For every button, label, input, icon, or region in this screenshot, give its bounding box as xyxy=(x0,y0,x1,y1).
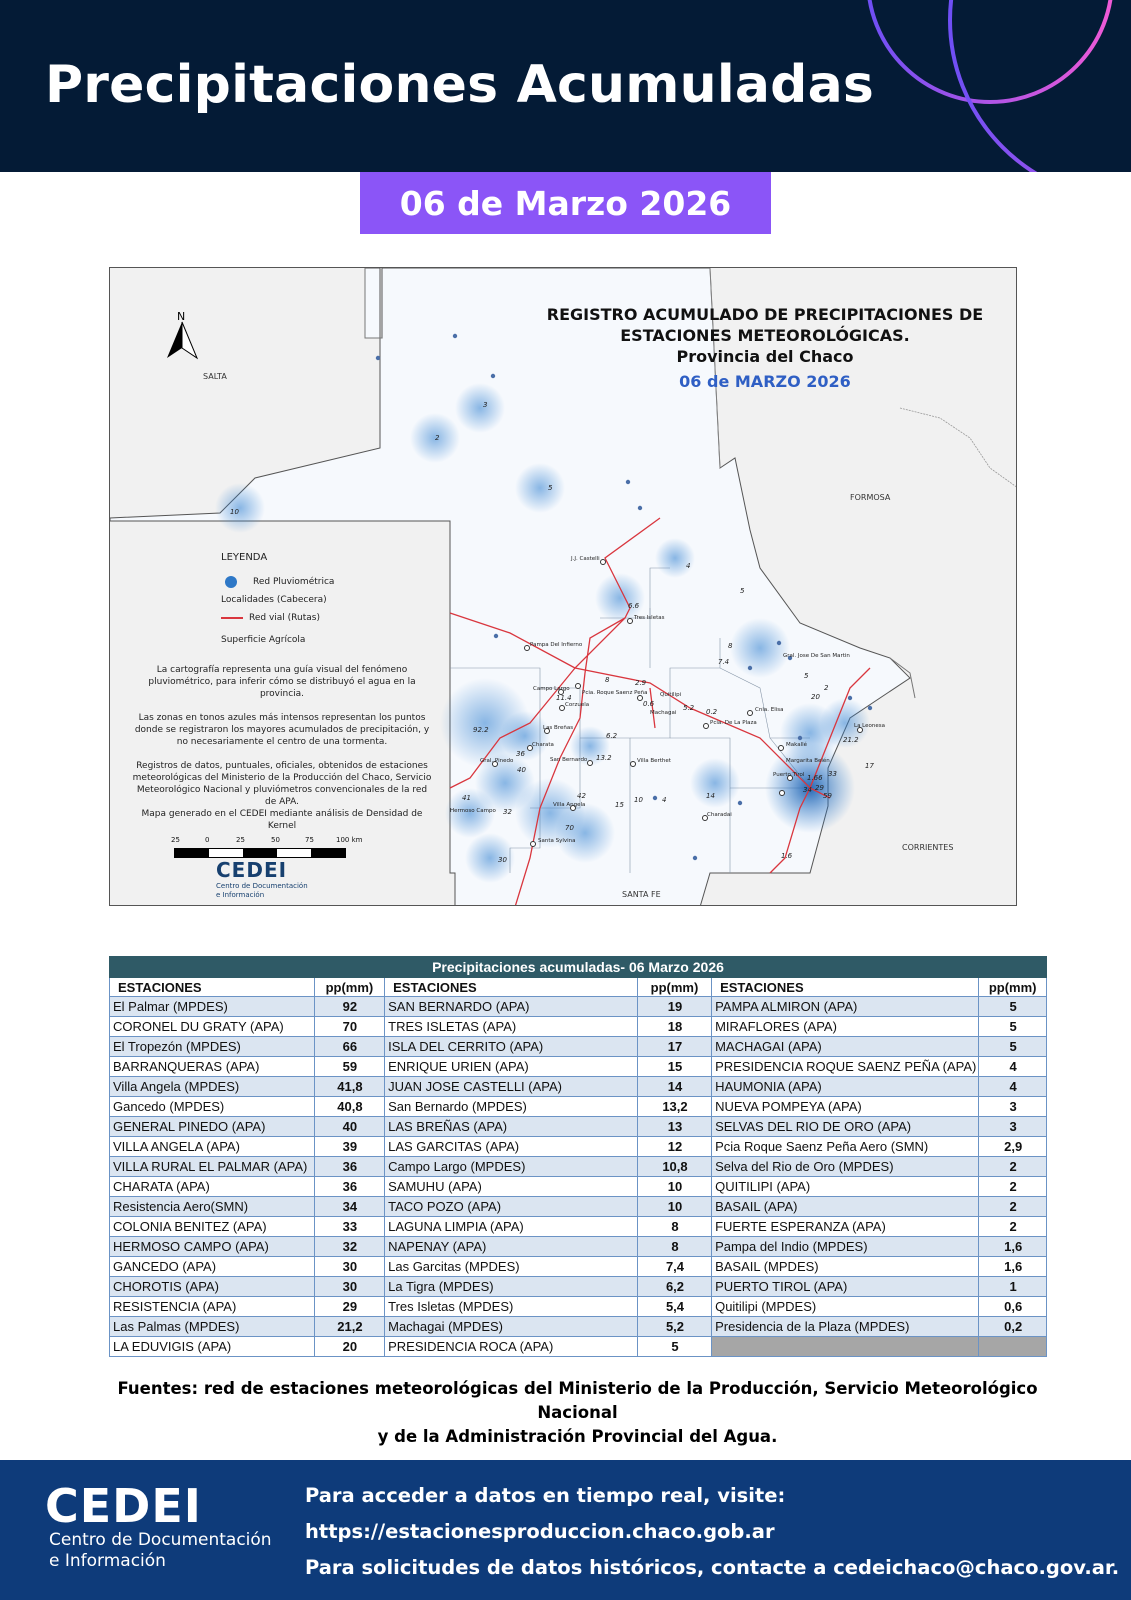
station-name-cell: Campo Largo (MPDES) xyxy=(385,1157,638,1177)
station-name-cell: BARRANQUERAS (APA) xyxy=(110,1057,315,1077)
station-name-cell: ISLA DEL CERRITO (APA) xyxy=(385,1037,638,1057)
value-label: 6.6 xyxy=(628,602,640,610)
sources-line-2: y de la Administración Provincial del Agua. xyxy=(377,1427,778,1446)
pp-value-cell: 12 xyxy=(637,1137,711,1157)
pp-value-cell: 0,2 xyxy=(979,1317,1047,1337)
table-row xyxy=(110,997,1047,1017)
station-name-cell: GENERAL PINEDO (APA) xyxy=(110,1117,315,1137)
station-name-cell: Las Garcitas (MPDES) xyxy=(385,1257,638,1277)
pp-value-cell: 36 xyxy=(314,1157,384,1177)
pp-value-cell: 32 xyxy=(314,1237,384,1257)
table-row xyxy=(110,1017,1047,1037)
station-name-cell: BASAIL (MPDES) xyxy=(712,1257,979,1277)
value-label: 41 xyxy=(462,794,471,802)
town-label: Quitilipi xyxy=(660,692,682,698)
footer-url-link[interactable]: https://estacionesproduccion.chaco.gob.ar xyxy=(305,1520,775,1543)
value-label: 1.66 xyxy=(807,774,823,782)
value-label: 40 xyxy=(517,766,526,774)
legend-item-roads: Red vial (Rutas) xyxy=(221,609,334,627)
pp-value-cell: 1,6 xyxy=(979,1237,1047,1257)
map-note-2: Las zonas en tonos azules más intensos representan los puntos donde se registraron los mayores acumulados de precipitación, y no necesariamente el centro de una tormenta. xyxy=(134,713,430,747)
map-cedei-logo: CEDEI Centro de Documentación e Información xyxy=(216,858,308,899)
pp-value-cell: 92 xyxy=(314,997,384,1017)
town-label: La Leonesa xyxy=(854,723,886,729)
pp-value-cell: 3 xyxy=(979,1097,1047,1117)
pp-value-cell: 40,8 xyxy=(314,1097,384,1117)
station-name-cell: Gancedo (MPDES) xyxy=(110,1097,315,1117)
value-label: 0.6 xyxy=(643,700,655,708)
pp-value-cell: 13,2 xyxy=(637,1097,711,1117)
pp-value-cell: 10 xyxy=(637,1197,711,1217)
station-name-cell: LAS BREÑAS (APA) xyxy=(385,1117,638,1137)
column-header: ESTACIONES xyxy=(385,978,638,997)
pp-value-cell xyxy=(979,1337,1047,1357)
table-row xyxy=(110,1337,1047,1357)
value-label: 42 xyxy=(577,792,586,800)
value-label: 2 xyxy=(435,434,440,442)
footer-cedei-logo: CEDEI Centro de Documentación e Información xyxy=(45,1479,272,1571)
town-label: Villa Angela xyxy=(553,802,586,808)
pp-value-cell: 36 xyxy=(314,1177,384,1197)
station-name-cell: COLONIA BENITEZ (APA) xyxy=(110,1217,315,1237)
map-title-line-2: ESTACIONES METEOROLÓGICAS. xyxy=(620,326,910,345)
station-name-cell: ENRIQUE URIEN (APA) xyxy=(385,1057,638,1077)
station-name-cell: PAMPA ALMIRON (APA) xyxy=(712,997,979,1017)
pp-value-cell: 10 xyxy=(637,1177,711,1197)
town-label: Corzuela xyxy=(565,702,590,708)
pp-value-cell: 8 xyxy=(637,1237,711,1257)
page-title: Precipitaciones Acumuladas xyxy=(45,55,875,115)
pp-value-cell: 2 xyxy=(979,1197,1047,1217)
value-label: 5 xyxy=(804,672,809,680)
pp-value-cell: 1 xyxy=(979,1277,1047,1297)
station-name-cell: TRES ISLETAS (APA) xyxy=(385,1017,638,1037)
pp-value-cell: 5 xyxy=(979,997,1047,1017)
map-notes xyxy=(132,664,432,832)
pp-value-cell: 1,6 xyxy=(979,1257,1047,1277)
map-title-line-3: Provincia del Chaco xyxy=(676,347,854,366)
table-row xyxy=(110,1237,1047,1257)
station-name-cell: LA EDUVIGIS (APA) xyxy=(110,1337,315,1357)
pp-value-cell: 3 xyxy=(979,1117,1047,1137)
map-note-3: Registros de datos, puntuales, oficiales, obtenidos de estaciones meteorológicas del Ministerio de la Producción del Chaco, Servicio Meteorológico Nacional y pluviómetros convencionales de la red de APA. xyxy=(132,761,432,807)
station-name-cell: RESISTENCIA (APA) xyxy=(110,1297,315,1317)
footer-contact xyxy=(305,1478,1119,1586)
value-label: 4 xyxy=(662,796,667,804)
station-name-cell: CHARATA (APA) xyxy=(110,1177,315,1197)
town-label: Machagai xyxy=(650,710,677,716)
town-label: Villa Berthet xyxy=(637,758,671,764)
pp-value-cell: 33 xyxy=(314,1217,384,1237)
station-name-cell: Quitilipi (MPDES) xyxy=(712,1297,979,1317)
pp-value-cell: 5,2 xyxy=(637,1317,711,1337)
town-label: San Bernardo xyxy=(550,757,588,763)
map-note-4: Mapa generado en el CEDEI mediante análisis de Densidad de Kernel xyxy=(141,809,423,831)
station-name-cell: SAMUHU (APA) xyxy=(385,1177,638,1197)
town-label: Santa Sylvina xyxy=(538,838,576,844)
sources-note xyxy=(100,1377,1055,1449)
station-name-cell: HAUMONIA (APA) xyxy=(712,1077,979,1097)
value-label: 8 xyxy=(728,642,733,650)
region-formosa: FORMOSA xyxy=(850,493,891,502)
table-row xyxy=(110,1077,1047,1097)
station-name-cell: PRESIDENCIA ROCA (APA) xyxy=(385,1337,638,1357)
pp-value-cell: 2 xyxy=(979,1217,1047,1237)
station-name-cell: NAPENAY (APA) xyxy=(385,1237,638,1257)
pp-value-cell: 40 xyxy=(314,1117,384,1137)
pp-value-cell: 41,8 xyxy=(314,1077,384,1097)
svg-text:N: N xyxy=(177,310,186,323)
value-label: 5.2 xyxy=(683,704,695,712)
town-label: J.J. Castelli xyxy=(571,556,600,562)
value-label: 20 xyxy=(811,693,820,701)
legend-item-towns: Localidades (Cabecera) xyxy=(221,595,327,605)
table-row xyxy=(110,1057,1047,1077)
value-label: 15 xyxy=(615,801,624,809)
town-label: Margarita Belén xyxy=(786,758,830,764)
station-name-cell: BASAIL (APA) xyxy=(712,1197,979,1217)
value-label: 33 xyxy=(828,770,837,778)
table-row xyxy=(110,1197,1047,1217)
pp-value-cell: 5,4 xyxy=(637,1297,711,1317)
station-name-cell: VILLA RURAL EL PALMAR (APA) xyxy=(110,1157,315,1177)
pp-value-cell: 39 xyxy=(314,1137,384,1157)
table-row xyxy=(110,1157,1047,1177)
station-name-cell: SAN BERNARDO (APA) xyxy=(385,997,638,1017)
table-caption: Precipitaciones acumuladas- 06 Marzo 2026 xyxy=(110,957,1047,978)
station-name-cell: Selva del Rio de Oro (MPDES) xyxy=(712,1157,979,1177)
town-label: Puerto Tirol xyxy=(773,772,805,778)
scale-bar: 25 0 25 50 75 100 km xyxy=(174,836,374,858)
station-name-cell: PUERTO TIROL (APA) xyxy=(712,1277,979,1297)
sources-line-1: Fuentes: red de estaciones meteorológicas del Ministerio de la Producción, Servicio Meteorológico Nacional xyxy=(117,1379,1038,1422)
town-label: Cnia. Elisa xyxy=(755,707,784,713)
region-corrientes: CORRIENTES xyxy=(902,843,954,852)
station-name-cell: San Bernardo (MPDES) xyxy=(385,1097,638,1117)
column-header: ESTACIONES xyxy=(712,978,979,997)
town-label: Makallé xyxy=(786,742,808,748)
pp-value-cell: 21,2 xyxy=(314,1317,384,1337)
header-banner xyxy=(0,0,1131,172)
rainfall-map xyxy=(109,267,1017,906)
pp-value-cell: 4 xyxy=(979,1077,1047,1097)
value-label: 29 xyxy=(815,784,824,792)
pp-value-cell: 2,9 xyxy=(979,1137,1047,1157)
value-label: 32 xyxy=(503,808,512,816)
pp-value-cell: 17 xyxy=(637,1037,711,1057)
station-name-cell: CORONEL DU GRATY (APA) xyxy=(110,1017,315,1037)
station-name-cell: Resistencia Aero(SMN) xyxy=(110,1197,315,1217)
value-label: 11.4 xyxy=(556,694,572,702)
map-date: 06 de MARZO 2026 xyxy=(679,372,851,391)
station-name-cell: El Tropezón (MPDES) xyxy=(110,1037,315,1057)
town-label: Pcia. Roque Saenz Peña xyxy=(582,690,648,696)
station-name-cell: NUEVA POMPEYA (APA) xyxy=(712,1097,979,1117)
value-label: 34 xyxy=(803,786,812,794)
column-header: pp(mm) xyxy=(314,978,384,997)
pp-value-cell: 5 xyxy=(979,1037,1047,1057)
footer-email-line[interactable]: Para solicitudes de datos históricos, contacte a cedeichaco@chaco.gov.ar. xyxy=(305,1556,1120,1579)
value-label: 21.2 xyxy=(843,736,859,744)
pp-value-cell: 29 xyxy=(314,1297,384,1317)
value-label: 10 xyxy=(634,796,643,804)
value-label: 13.2 xyxy=(596,754,612,762)
value-label: 6.2 xyxy=(606,732,618,740)
pp-value-cell: 19 xyxy=(637,997,711,1017)
pp-value-cell: 4 xyxy=(979,1057,1047,1077)
date-badge: 06 de Marzo 2026 xyxy=(360,172,771,234)
column-header: ESTACIONES xyxy=(110,978,315,997)
column-header: pp(mm) xyxy=(979,978,1047,997)
station-name-cell: TACO POZO (APA) xyxy=(385,1197,638,1217)
station-name-cell: Presidencia de la Plaza (MPDES) xyxy=(712,1317,979,1337)
value-label: 14 xyxy=(706,792,715,800)
station-name-cell: LAGUNA LIMPIA (APA) xyxy=(385,1217,638,1237)
column-header: pp(mm) xyxy=(637,978,711,997)
value-label: 5 xyxy=(740,587,745,595)
station-name-cell: QUITILIPI (APA) xyxy=(712,1177,979,1197)
pp-value-cell: 34 xyxy=(314,1197,384,1217)
station-dot-icon xyxy=(225,576,237,588)
value-label: 70 xyxy=(565,824,574,832)
station-name-cell: Tres Isletas (MPDES) xyxy=(385,1297,638,1317)
table-row xyxy=(110,1097,1047,1117)
pp-value-cell: 18 xyxy=(637,1017,711,1037)
town-label: Charata xyxy=(532,742,554,748)
pp-value-cell: 7,4 xyxy=(637,1257,711,1277)
town-label: Gral. Pinedo xyxy=(480,758,514,764)
footer xyxy=(0,1460,1131,1600)
station-name-cell: Machagai (MPDES) xyxy=(385,1317,638,1337)
station-name-cell: HERMOSO CAMPO (APA) xyxy=(110,1237,315,1257)
pp-value-cell: 8 xyxy=(637,1217,711,1237)
map-legend xyxy=(221,552,334,649)
station-name-cell: VILLA ANGELA (APA) xyxy=(110,1137,315,1157)
legend-item-stations: Red Pluviométrica xyxy=(221,573,334,591)
town-label: Las Breñas xyxy=(543,725,574,731)
station-name-cell: Pcia Roque Saenz Peña Aero (SMN) xyxy=(712,1137,979,1157)
legend-title: LEYENDA xyxy=(221,552,268,563)
map-note-1: La cartografía representa una guía visual del fenómeno pluviométrico, para inferir cómo se distribuyó el agua en la provincia. xyxy=(148,665,416,699)
town-label: Charadai xyxy=(707,812,732,818)
station-name-cell: MACHAGAI (APA) xyxy=(712,1037,979,1057)
station-name-cell: El Palmar (MPDES) xyxy=(110,997,315,1017)
road-line-icon xyxy=(221,617,243,619)
legend-item-agricultural: Superficie Agrícola xyxy=(221,635,306,645)
table-body xyxy=(110,997,1047,1357)
station-name-cell xyxy=(712,1337,979,1357)
station-name-cell: La Tigra (MPDES) xyxy=(385,1277,638,1297)
station-name-cell: SELVAS DEL RIO DE ORO (APA) xyxy=(712,1117,979,1137)
value-label: 4 xyxy=(686,562,691,570)
pp-value-cell: 66 xyxy=(314,1037,384,1057)
station-name-cell: GANCEDO (APA) xyxy=(110,1257,315,1277)
table-row xyxy=(110,1257,1047,1277)
pp-value-cell: 14 xyxy=(637,1077,711,1097)
town-label: Gral. Jose De San Martin xyxy=(783,653,850,659)
pp-value-cell: 30 xyxy=(314,1277,384,1297)
table-row xyxy=(110,1277,1047,1297)
value-label: 92.2 xyxy=(473,726,489,734)
footer-line-1: Para acceder a datos en tiempo real, visite: xyxy=(305,1484,786,1507)
value-label: 59 xyxy=(823,792,832,800)
table-row xyxy=(110,1297,1047,1317)
station-name-cell: LAS GARCITAS (APA) xyxy=(385,1137,638,1157)
region-salta: SALTA xyxy=(203,372,227,381)
station-name-cell: Villa Angela (MPDES) xyxy=(110,1077,315,1097)
station-name-cell: CHOROTIS (APA) xyxy=(110,1277,315,1297)
map-title-line-1: REGISTRO ACUMULADO DE PRECIPITACIONES DE xyxy=(546,305,984,324)
value-label: 1.6 xyxy=(781,852,793,860)
region-santa-fe: SANTA FE xyxy=(622,890,661,899)
pp-value-cell: 30 xyxy=(314,1257,384,1277)
value-label: 8 xyxy=(605,676,610,684)
value-label: 30 xyxy=(498,856,507,864)
table-row xyxy=(110,1137,1047,1157)
value-label: 3 xyxy=(483,401,488,409)
table-row xyxy=(110,1037,1047,1057)
station-name-cell: PRESIDENCIA ROQUE SAENZ PEÑA (APA) xyxy=(712,1057,979,1077)
value-label: 5 xyxy=(548,484,553,492)
table-row xyxy=(110,1317,1047,1337)
value-label: 7.4 xyxy=(718,658,730,666)
value-label: 0.2 xyxy=(706,708,718,716)
value-label: 10 xyxy=(230,508,239,516)
station-name-cell: Pampa del Indio (MPDES) xyxy=(712,1237,979,1257)
pp-value-cell: 20 xyxy=(314,1337,384,1357)
table-row xyxy=(110,1217,1047,1237)
pp-value-cell: 59 xyxy=(314,1057,384,1077)
precipitation-table xyxy=(109,956,1047,1357)
town-label: Tres Isletas xyxy=(634,615,665,621)
station-name-cell: Las Palmas (MPDES) xyxy=(110,1317,315,1337)
pp-value-cell: 2 xyxy=(979,1157,1047,1177)
pp-value-cell: 13 xyxy=(637,1117,711,1137)
pp-value-cell: 15 xyxy=(637,1057,711,1077)
pp-value-cell: 10,8 xyxy=(637,1157,711,1177)
town-label: Pcia. De La Plaza xyxy=(710,720,757,726)
station-name-cell: JUAN JOSE CASTELLI (APA) xyxy=(385,1077,638,1097)
station-name-cell: FUERTE ESPERANZA (APA) xyxy=(712,1217,979,1237)
pp-value-cell: 6,2 xyxy=(637,1277,711,1297)
pp-value-cell: 0,6 xyxy=(979,1297,1047,1317)
pp-value-cell: 2 xyxy=(979,1177,1047,1197)
map-title xyxy=(525,304,1005,392)
value-label: 36 xyxy=(516,750,525,758)
value-label: 2 xyxy=(824,684,829,692)
table-row xyxy=(110,1177,1047,1197)
pp-value-cell: 70 xyxy=(314,1017,384,1037)
value-label: 2.9 xyxy=(635,679,647,687)
value-label: 17 xyxy=(865,762,874,770)
town-label: Hermoso Campo xyxy=(450,808,496,814)
station-name-cell: MIRAFLORES (APA) xyxy=(712,1017,979,1037)
pp-value-cell: 5 xyxy=(637,1337,711,1357)
town-label: Pampa Del Infierno xyxy=(530,642,583,648)
town-label: Campo Largo xyxy=(533,686,570,692)
pp-value-cell: 5 xyxy=(979,1017,1047,1037)
table-row xyxy=(110,1117,1047,1137)
